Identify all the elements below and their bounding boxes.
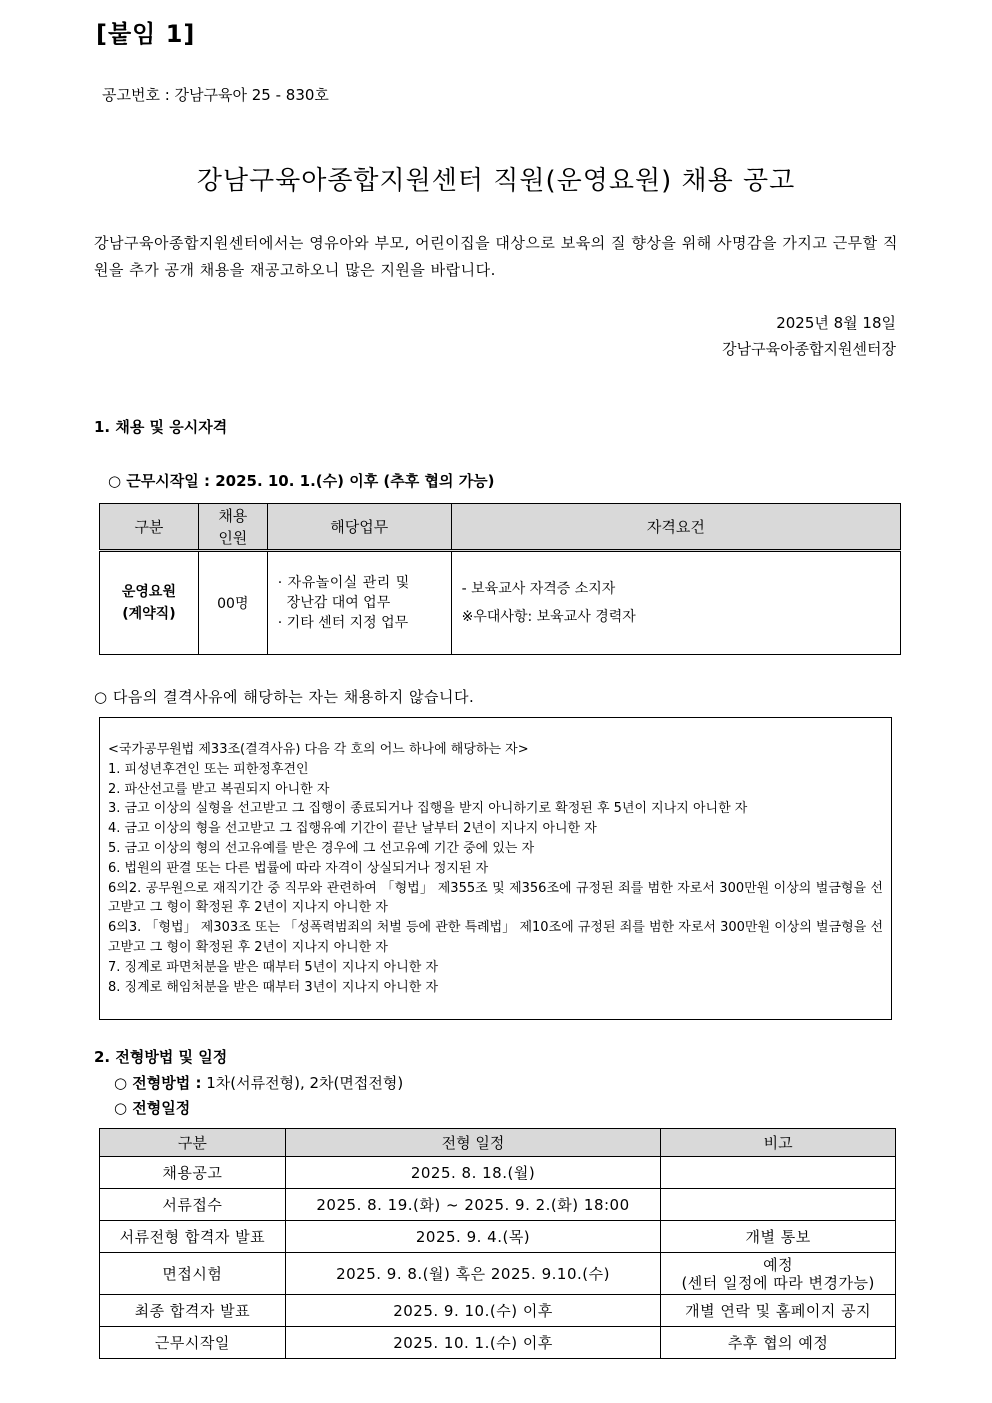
header-stage: 구분 <box>100 1129 286 1157</box>
header-note: 비고 <box>661 1129 896 1157</box>
table-row <box>100 1157 896 1189</box>
note-cell: 개별 통보 <box>661 1221 896 1253</box>
note-cell <box>661 1157 896 1189</box>
header-qualification: 자격요건 <box>451 504 900 551</box>
stage-cell: 채용공고 <box>100 1157 286 1189</box>
note-line: 예정 <box>763 1255 794 1274</box>
note-cell: 추후 협의 예정 <box>661 1327 896 1359</box>
page-title: 강남구육아종합지원센터 직원(운영요원) 채용 공고 <box>196 166 796 196</box>
table-row <box>100 551 901 655</box>
header-count: 채용 인원 <box>198 504 267 551</box>
note-cell <box>661 1189 896 1221</box>
method-value: 1차(서류전형), 2차(면접전형) <box>201 1074 404 1092</box>
disqualification-box <box>99 717 892 1020</box>
job-title-cell <box>100 551 199 655</box>
start-date-bullet: ○ 근무시작일 : 2025. 10. 1.(수) 이후 (추후 협의 가능) <box>108 472 495 490</box>
table-row <box>100 1327 896 1359</box>
duty-line: · 자유놀이실 관리 및 <box>277 575 410 591</box>
disq-line: 2. 파산선고를 받고 복권되지 아니한 자 <box>108 781 330 797</box>
note-cell: 개별 연락 및 홈페이지 공지 <box>661 1295 896 1327</box>
disq-line: 4. 금고 이상의 형을 선고받고 그 집행유예 기간이 끝난 날부터 2년이 지나지 아니한 자 <box>108 821 597 837</box>
signer: 강남구육아종합지원센터장 <box>722 340 896 358</box>
disq-line: 6의3. 「형법」 제303조 또는 「성폭력범죄의 처벌 등에 관한 특례법」 제10조에 규정된 죄를 범한 자로서 300만원 이상의 벌금형을 선고받고 그 형이 확정된 후 2년이 지나지 아니한 자 <box>108 920 883 955</box>
job-title: 운영요원 <box>121 584 176 600</box>
stage-cell: 서류접수 <box>100 1189 286 1221</box>
method-label: ○ 전형방법 : <box>114 1074 202 1092</box>
disq-line: 6의2. 공무원으로 재직기간 중 직무와 관련하여 「형법」 제355조 및 제356조에 규정된 죄를 범한 자로서 300만원 이상의 벌금형을 선고받고 그 형이 확정된 후 2년이 지나지 아니한 자 <box>108 880 883 916</box>
job-type: (계약직) <box>122 606 176 622</box>
date-cell: 2025. 9. 10.(수) 이후 <box>285 1295 661 1327</box>
notice-date: 2025년 8월 18일 <box>776 314 896 332</box>
recruit-table <box>99 503 901 655</box>
section1-heading: 1. 채용 및 응시자격 <box>94 418 228 436</box>
date-cell: 2025. 10. 1.(수) 이후 <box>285 1327 661 1359</box>
notice-number: 공고번호 : 강남구육아 25 - 830호 <box>102 86 329 104</box>
table-header-row <box>100 1129 896 1157</box>
stage-cell: 서류전형 합격자 발표 <box>100 1221 286 1253</box>
table-row <box>100 1295 896 1327</box>
table-row <box>100 1221 896 1253</box>
note-line: (센터 일정에 따라 변경가능) <box>681 1273 875 1292</box>
header-schedule: 전형 일정 <box>285 1129 661 1157</box>
method-bullet <box>114 1072 403 1093</box>
disq-line: 8. 징계로 해임처분을 받은 때부터 3년이 지나지 아니한 자 <box>108 979 439 995</box>
preference-line: ※우대사항: 보육교사 경력자 <box>461 609 636 625</box>
schedule-table <box>99 1128 896 1359</box>
disq-line: <국가공무원법 제33조(결격사유) 다음 각 호의 어느 하나에 해당하는 자> <box>108 742 529 757</box>
qualification-line: - 보육교사 자격증 소지자 <box>461 581 616 597</box>
table-header-row <box>100 504 901 551</box>
disq-line: 1. 피성년후견인 또는 피한정후견인 <box>108 761 309 777</box>
note-cell <box>661 1253 896 1295</box>
date-cell: 2025. 9. 8.(월) 혹은 2025. 9.10.(수) <box>285 1253 661 1295</box>
duty-cell <box>267 551 451 655</box>
disq-line: 7. 징계로 파면처분을 받은 때부터 5년이 지나지 아니한 자 <box>108 959 439 975</box>
duty-line: · 기타 센터 지정 업무 <box>277 615 409 631</box>
date-cell: 2025. 8. 19.(화) ~ 2025. 9. 2.(화) 18:00 <box>285 1189 661 1221</box>
date-cell: 2025. 8. 18.(월) <box>285 1157 661 1189</box>
disq-line: 6. 법원의 판결 또는 다른 법률에 따라 자격이 상실되거나 정지된 자 <box>108 860 489 876</box>
count-cell: 00명 <box>198 551 267 655</box>
table-row <box>100 1189 896 1221</box>
disq-line: 3. 금고 이상의 실형을 선고받고 그 집행이 종료되거나 집행을 받지 아니하기로 확정된 후 5년이 지나지 아니한 자 <box>108 801 748 817</box>
header-category: 구분 <box>100 504 199 551</box>
table-row <box>100 1253 896 1295</box>
duty-line: 장난감 대여 업무 <box>277 595 391 611</box>
date-cell: 2025. 9. 4.(목) <box>285 1221 661 1253</box>
intro-paragraph: 강남구육아종합지원센터에서는 영유아와 부모, 어린이집을 대상으로 보육의 질 향상을 위해 사명감을 가지고 근무할 직원을 추가 공개 채용을 재공고하오니 많은 지원을 바랍니다. <box>94 234 898 279</box>
disqualification-bullet: ○ 다음의 결격사유에 해당하는 자는 채용하지 않습니다. <box>94 688 475 706</box>
disq-line: 5. 금고 이상의 형의 선고유예를 받은 경우에 그 선고유예 기간 중에 있는 자 <box>108 840 535 856</box>
stage-cell: 근무시작일 <box>100 1327 286 1359</box>
section2-heading: 2. 전형방법 및 일정 <box>94 1048 228 1066</box>
schedule-bullet: ○ 전형일정 <box>114 1099 191 1117</box>
header-duty: 해당업무 <box>267 504 451 551</box>
attachment-label: [붙임 1] <box>96 20 196 48</box>
qualification-cell <box>451 551 900 655</box>
stage-cell: 면접시험 <box>100 1253 286 1295</box>
stage-cell: 최종 합격자 발표 <box>100 1295 286 1327</box>
